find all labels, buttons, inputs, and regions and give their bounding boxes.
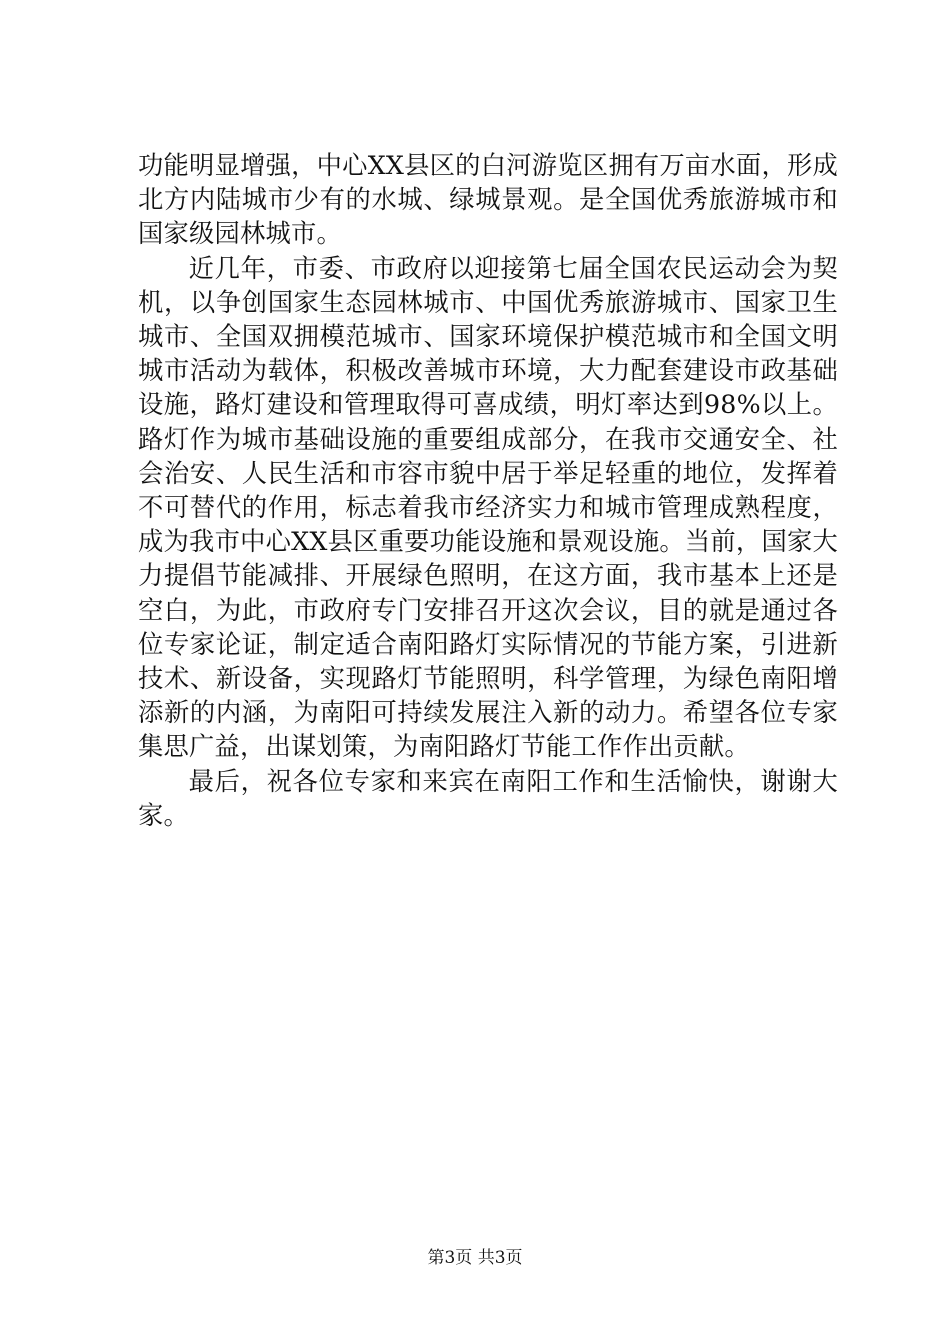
page-number-footer: 第3页 共3页 <box>427 1248 523 1268</box>
paragraph-3: 最后，祝各位专家和来宾在南阳工作和生活愉快，谢谢大家。 <box>138 766 838 830</box>
paragraph-2: 近几年，市委、市政府以迎接第七届全国农民运动会为契机，以争创国家生态园林城市、中国优秀旅游城市、国家卫生城市、全国双拥模范城市、国家环境保护模范城市和全国文明城市活动为载体，积极改善城市环境，大力配套建设市政基础设施，路灯建设和管理取得可喜成绩，明灯率达到98%以上。路灯作为城市基础设施的重要组成部分，在我市交通安全、社会治安、人民生活和市容市貌中居于举足轻重的地位，发挥着不可替代的作用，标志着我市经济实力和城市管理成熟程度，成为我市中心XX县区重要功能设施和景观设施。当前，国家大力提倡节能减排、开展绿色照明，在这方面，我市基本上还是空白，为此，市政府专门安排召开这次会议，目的就是通过各位专家论证，制定适合南阳路灯实际情况的节能方案，引进新技术、新设备，实现路灯节能照明，科学管理，为绿色南阳增添新的内涵，为南阳可持续发展注入新的动力。希望各位专家集思广益，出谋划策，为南阳路灯节能工作作出贡献。 <box>138 253 838 762</box>
document-body <box>138 149 838 833</box>
paragraph-1: 功能明显增强，中心XX县区的白河游览区拥有万亩水面，形成北方内陆城市少有的水城、绿城景观。是全国优秀旅游城市和国家级园林城市。 <box>138 151 838 249</box>
